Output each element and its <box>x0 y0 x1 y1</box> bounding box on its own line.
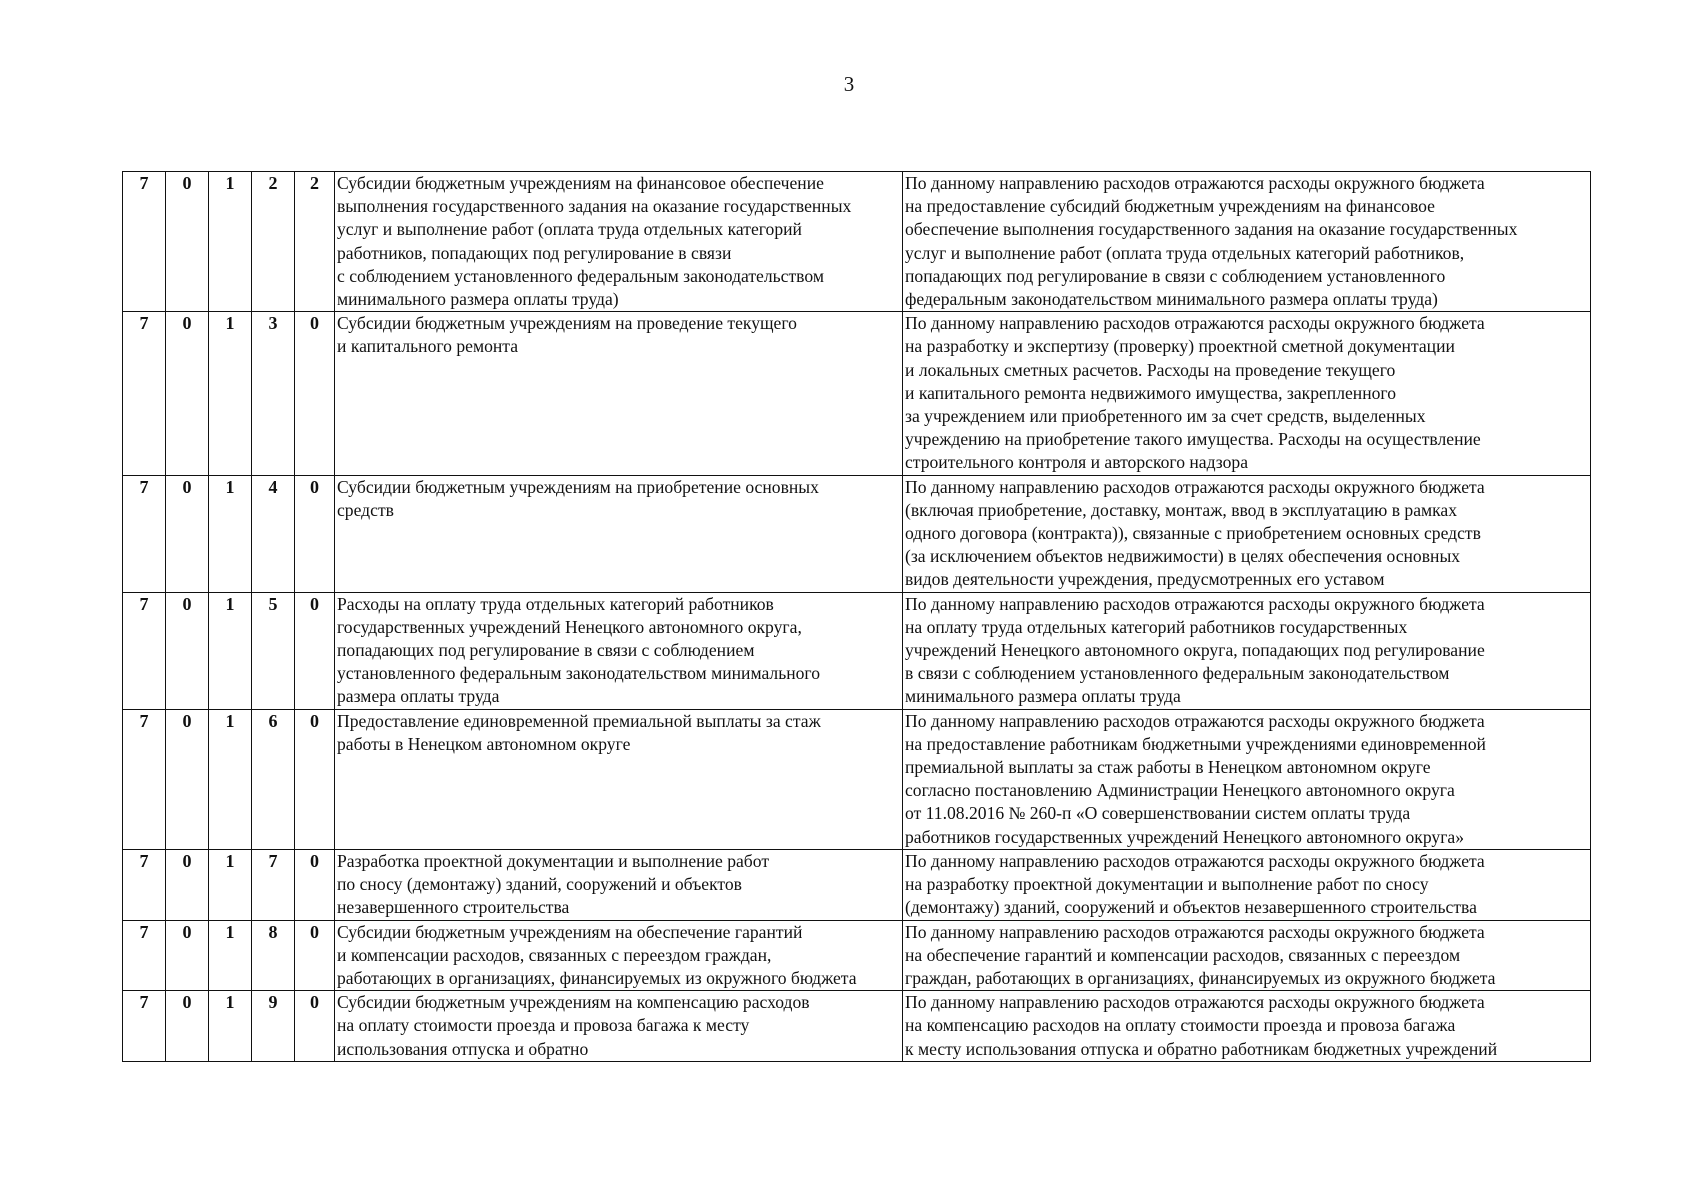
expense-name-line: Субсидии бюджетным учреждениям на приобретение основных <box>337 476 819 497</box>
code-digit-cell: 7 <box>123 592 166 709</box>
expense-description-line: видов деятельности учреждения, предусмотренных его уставом <box>905 569 1385 590</box>
expense-description-line: в связи с соблюдением установленного федеральным законодательством <box>905 663 1450 684</box>
expense-name-cell <box>335 991 903 1062</box>
expense-description-line: По данному направлению расходов отражаются расходы окружного бюджета <box>905 476 1485 497</box>
expense-name-line: попадающих под регулирование в связи с соблюдением <box>337 640 755 661</box>
expense-description-line: и капитального ремонта недвижимого имущества, закрепленного <box>905 382 1397 403</box>
expense-name-line: Субсидии бюджетным учреждениям на финансовое обеспечение <box>337 173 824 193</box>
code-digit-cell: 1 <box>209 592 252 709</box>
expense-name-line: и компенсации расходов, связанных с переездом граждан, <box>337 944 772 965</box>
expense-description-line: учреждений Ненецкого автономного округа, попадающих под регулирование <box>905 640 1485 661</box>
code-digit-cell: 0 <box>166 849 209 920</box>
expense-description-line: на предоставление работникам бюджетными учреждениями единовременной <box>905 733 1486 754</box>
expense-name-cell <box>335 592 903 709</box>
expense-description-cell <box>903 475 1591 592</box>
expense-description-line: услуг и выполнение работ (оплата труда отдельных категорий работников, <box>905 242 1465 263</box>
page-number: 3 <box>843 72 855 96</box>
code-digit-cell: 0 <box>166 172 209 312</box>
expense-name-line: установленного федеральным законодательством минимального <box>337 663 821 684</box>
code-digit-cell: 0 <box>166 920 209 991</box>
table-row <box>123 920 1591 991</box>
code-digit-cell: 4 <box>252 475 295 592</box>
code-digit-cell: 1 <box>209 172 252 312</box>
expense-name-line: Предоставление единовременной премиальной выплаты за стаж <box>337 710 821 731</box>
expense-description-line: и локальных сметных расчетов. Расходы на проведение текущего <box>905 359 1396 380</box>
code-digit-cell: 1 <box>209 849 252 920</box>
code-digit-cell: 1 <box>209 475 252 592</box>
table-row <box>123 709 1591 849</box>
expense-description-line: к месту использования отпуска и обратно работникам бюджетных учреждений <box>905 1038 1498 1059</box>
code-digit-cell: 0 <box>166 592 209 709</box>
expense-description-line: одного договора (контракта)), связанные с приобретением основных средств <box>905 523 1481 544</box>
table-body <box>123 172 1591 1062</box>
expense-name-line: государственных учреждений Ненецкого автономного округа, <box>337 616 802 637</box>
expense-name-line: работы в Ненецком автономном округе <box>337 733 631 754</box>
code-digit-cell: 0 <box>166 991 209 1062</box>
expense-name-line: и капитального ремонта <box>337 336 519 357</box>
code-digit-cell: 0 <box>166 312 209 475</box>
expense-name-line: услуг и выполнение работ (оплата труда отдельных категорий <box>337 219 802 240</box>
table-row <box>123 172 1591 312</box>
expense-description-line: (демонтажу) зданий, сооружений и объектов незавершенного строительства <box>905 897 1477 918</box>
table-row <box>123 991 1591 1062</box>
expense-name-cell <box>335 920 903 991</box>
expense-description-line: попадающих под регулирование в связи с соблюдением установленного <box>905 265 1446 286</box>
code-digit-cell: 2 <box>295 172 335 312</box>
code-digit-cell: 0 <box>295 849 335 920</box>
expense-description-line: работников государственных учреждений Ненецкого автономного округа» <box>905 826 1465 847</box>
expense-description-line: По данному направлению расходов отражаются расходы окружного бюджета <box>905 173 1485 193</box>
expense-description-cell <box>903 849 1591 920</box>
code-digit-cell: 2 <box>252 172 295 312</box>
expense-description-line: По данному направлению расходов отражаются расходы окружного бюджета <box>905 992 1485 1013</box>
table-row <box>123 312 1591 475</box>
expense-name-line: Субсидии бюджетным учреждениям на проведение текущего <box>337 313 797 334</box>
expense-description-line: строительного контроля и авторского надзора <box>905 452 1249 473</box>
expense-name-cell <box>335 849 903 920</box>
code-digit-cell: 0 <box>295 592 335 709</box>
expense-name-cell <box>335 312 903 475</box>
budget-classification-table <box>122 171 1591 1062</box>
expense-description-line: на компенсацию расходов на оплату стоимости проезда и провоза багажа <box>905 1015 1456 1036</box>
expense-description-line: По данному направлению расходов отражаются расходы окружного бюджета <box>905 593 1485 614</box>
code-digit-cell: 7 <box>123 312 166 475</box>
expense-description-cell <box>903 592 1591 709</box>
expense-description-line: федеральным законодательством минимального размера оплаты труда) <box>905 289 1438 310</box>
expense-description-line: обеспечение выполнения государственного задания на оказание государственных <box>905 219 1518 240</box>
code-digit-cell: 1 <box>209 709 252 849</box>
expense-name-line: Разработка проектной документации и выполнение работ <box>337 850 770 871</box>
expense-description-line: на предоставление субсидий бюджетным учреждениям на финансовое <box>905 196 1435 217</box>
expense-name-line: работников, попадающих под регулирование в связи <box>337 242 732 263</box>
code-digit-cell: 0 <box>295 920 335 991</box>
expense-description-cell <box>903 709 1591 849</box>
expense-name-line: Субсидии бюджетным учреждениям на компенсацию расходов <box>337 992 810 1013</box>
expense-name-line: Расходы на оплату труда отдельных категорий работников <box>337 593 774 614</box>
expense-description-line: на разработку проектной документации и выполнение работ по сносу <box>905 874 1429 895</box>
expense-description-cell <box>903 172 1591 312</box>
expense-description-line: (включая приобретение, доставку, монтаж, ввод в эксплуатацию в рамках <box>905 499 1458 520</box>
code-digit-cell: 7 <box>123 849 166 920</box>
expense-description-line: учреждению на приобретение такого имущества. Расходы на осуществление <box>905 429 1481 450</box>
code-digit-cell: 1 <box>209 991 252 1062</box>
expense-description-line: на обеспечение гарантий и компенсации расходов, связанных с переездом <box>905 944 1461 965</box>
expense-name-line: работающих в организациях, финансируемых из окружного бюджета <box>337 967 857 988</box>
code-digit-cell: 7 <box>123 920 166 991</box>
table-row <box>123 592 1591 709</box>
expense-name-line: использования отпуска и обратно <box>337 1038 589 1059</box>
code-digit-cell: 0 <box>295 475 335 592</box>
expense-name-line: выполнения государственного задания на оказание государственных <box>337 196 852 217</box>
expense-description-line: По данному направлению расходов отражаются расходы окружного бюджета <box>905 710 1485 731</box>
expense-name-line: средств <box>337 499 394 520</box>
code-digit-cell: 1 <box>209 920 252 991</box>
expense-description-cell <box>903 312 1591 475</box>
code-digit-cell: 7 <box>123 475 166 592</box>
code-digit-cell: 0 <box>295 312 335 475</box>
code-digit-cell: 1 <box>209 312 252 475</box>
expense-name-line: размера оплаты труда <box>337 686 500 707</box>
expense-description-line: По данному направлению расходов отражаются расходы окружного бюджета <box>905 921 1485 942</box>
expense-name-line: минимального размера оплаты труда) <box>337 289 619 310</box>
expense-name-line: Субсидии бюджетным учреждениям на обеспечение гарантий <box>337 921 803 942</box>
expense-description-line: По данному направлению расходов отражаются расходы окружного бюджета <box>905 313 1485 334</box>
code-digit-cell: 9 <box>252 991 295 1062</box>
expense-description-cell <box>903 920 1591 991</box>
expense-name-cell <box>335 709 903 849</box>
code-digit-cell: 7 <box>123 991 166 1062</box>
expense-name-line: с соблюдением установленного федеральным законодательством <box>337 265 824 286</box>
expense-description-line: на разработку и экспертизу (проверку) проектной сметной документации <box>905 336 1455 357</box>
code-digit-cell: 8 <box>252 920 295 991</box>
expense-name-line: по сносу (демонтажу) зданий, сооружений и объектов <box>337 874 742 895</box>
code-digit-cell: 7 <box>123 172 166 312</box>
expense-description-line: граждан, работающих в организациях, финансируемых из окружного бюджета <box>905 967 1496 988</box>
code-digit-cell: 6 <box>252 709 295 849</box>
expense-name-cell <box>335 475 903 592</box>
code-digit-cell: 0 <box>166 475 209 592</box>
expense-description-line: По данному направлению расходов отражаются расходы окружного бюджета <box>905 850 1485 871</box>
expense-description-line: на оплату труда отдельных категорий работников государственных <box>905 616 1408 637</box>
code-digit-cell: 3 <box>252 312 295 475</box>
expense-name-cell <box>335 172 903 312</box>
expense-description-line: минимального размера оплаты труда <box>905 686 1181 707</box>
code-digit-cell: 0 <box>166 709 209 849</box>
expense-description-line: (за исключением объектов недвижимости) в целях обеспечения основных <box>905 546 1461 567</box>
expense-description-line: премиальной выплаты за стаж работы в Ненецком автономном округе <box>905 757 1431 778</box>
table-row <box>123 849 1591 920</box>
expense-description-line: от 11.08.2016 № 260-п «О совершенствовании систем оплаты труда <box>905 803 1411 824</box>
code-digit-cell: 0 <box>295 991 335 1062</box>
table-row <box>123 475 1591 592</box>
expense-name-line: на оплату стоимости проезда и провоза багажа к месту <box>337 1015 750 1036</box>
code-digit-cell: 5 <box>252 592 295 709</box>
expense-description-cell <box>903 991 1591 1062</box>
expense-name-line: незавершенного строительства <box>337 897 570 918</box>
expense-description-line: согласно постановлению Администрации Ненецкого автономного округа <box>905 780 1455 801</box>
code-digit-cell: 7 <box>252 849 295 920</box>
code-digit-cell: 7 <box>123 709 166 849</box>
code-digit-cell: 0 <box>295 709 335 849</box>
expense-description-line: за учреждением или приобретенного им за счет средств, выделенных <box>905 406 1426 427</box>
